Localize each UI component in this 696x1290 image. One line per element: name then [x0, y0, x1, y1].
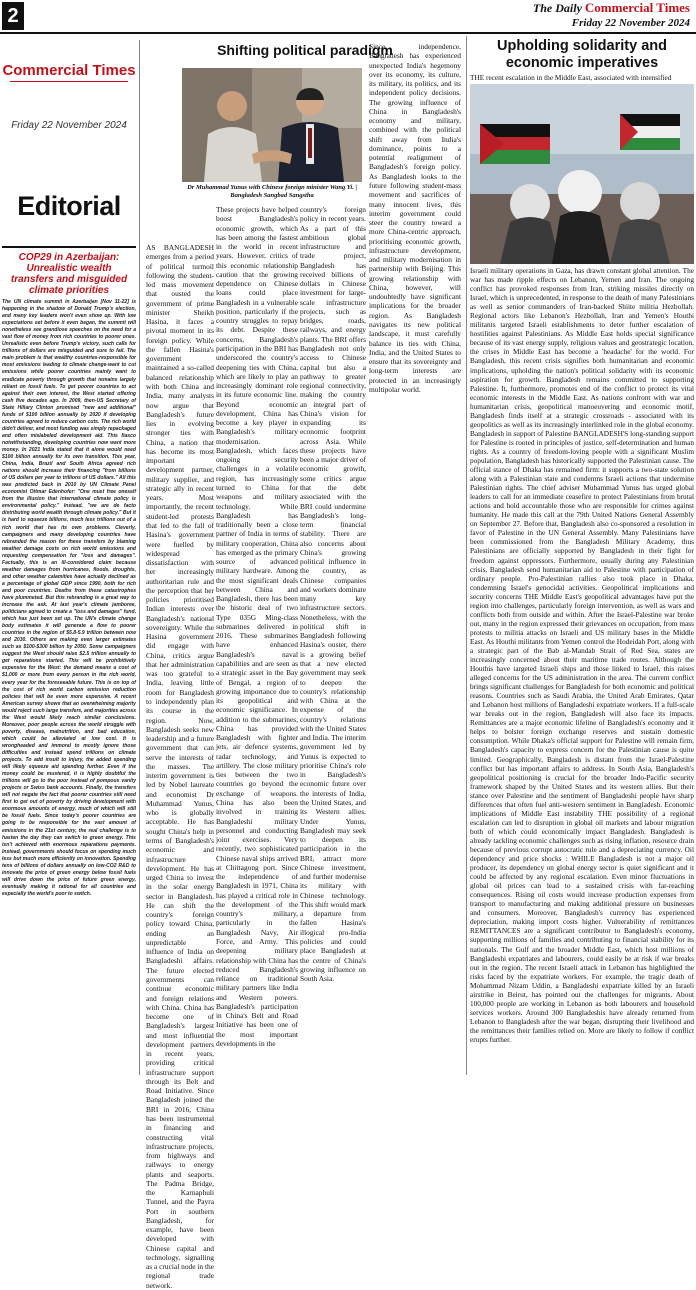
editorial-rule [2, 246, 136, 248]
editorial-date: Friday 22 November 2024 [11, 120, 127, 131]
photo-illustration [182, 68, 362, 182]
masthead-brand-name: Commercial Times [584, 0, 690, 15]
editorial-column [2, 40, 136, 1075]
right-article-lead: THE recent escalation in the Middle East, associated with intensified [470, 73, 672, 82]
logo-underline [10, 81, 128, 82]
protest-photo-illustration [470, 84, 694, 264]
masthead-date: Friday 22 November 2024 [571, 17, 690, 29]
masthead-brand-prefix: The Daily [532, 1, 582, 15]
article-column-3: country's foreign policy in recent years. As a part of this ambitious global infrastructure and trade project, Bangladesh has received billions of dollars in Chinese investment for large-scale infrastructure projects, such as bridges, roads, railways, and energy plants. The BRI offers Bangladesh not only access to Chinese capital but also a pathway to greater regional connectivity, making the country an integral part of China's vision for expanding its economic footprint across Asia. While these projects have been a major driver of economic growth, some critics argue that the debt associated with the BRI could undermine Bangladesh's long-term financial stability. There are also concerns about China's growing political influence in the country, as Chinese companies and workers dominate many key infrastructure sectors. Nonetheless, with the political shift in Bangladesh following Hasina's ouster, there is a growing belief that a new elected government may seek to deepen the country's relationship with China at the expense of the country's relations with the United States and India. The interim government led by Yunus is expected to prioritise China's role in Bangladesh's economic future over the interests of India, the United States, and its Western allies. Under Yunus, Bangladesh may seek to deepen its participation in the BRI, attract more Chinese investment, and further modernise its military with Chinese technology. This shift would mark a departure from fallen Hasina's illogical pro-India policies and could place Bangladesh at the centre of China's growing influence on South Asia. [300, 205, 366, 984]
right-article-title: Upholding solidarity and economic imperatives [497, 38, 667, 71]
editorial-heading: Editorial [17, 191, 121, 221]
article-photo [182, 68, 362, 182]
article-column-1: AS BANGLADESH emerges from a period of political turmoil following the student-led mass movement that ousted the government of prime minister Sheikh Hasina, it faces a pivotal moment in its foreign policy. While the fallen Hasina's government maintained a so-called balanced relationship with both China and India, many analysts now argue that Bangladesh's future lies in evolving stronger ties with China, a nation that has become its most important development partner, military supplier, and strategic ally in recent years. Most importantly, the recent student-led protests that led to the fall of Hasina's government were fuelled by widespread dissatisfaction with her increasingly authoritarian rule and the perception that her policies prioritised Indian interests over Bangladesh's national sovereignty. While the Hasina government did engage with China, critics argue that her administration was too grateful to India, leaving little room for Bangladesh to independently plan its course in the region. Now, Bangladesh seeks new leadership and a future government that can serve the interests of the masses. The interim government is led by Nobel laureate and economist Dr Muhammad Yunus, who is globally acceptable. He has sought China's help in terms of Bangladesh's economic and infrastructure development. He has urged China to invest in the solar energy sector in Bangladesh. He can shift the country's foreign policy toward China, ending an unpredictable influence of India on Bangladeshi affairs. The future elected governments can continue economic and foreign relations with China. China has become one of Bangladesh's largest and most influential development partners in recent years, providing critical infrastructure support through its Belt and Road Initiative. Since Bangladesh joined the BRI in 2016, China has been instrumental in financing and constructing vital infrastructure projects, from highways and railways to energy plants and seaports. The Padma Bridge, the Karnaphuli Tunnel, and the Payra Port in southern Bangladesh, for example, have been developed with Chinese capital and technology, signalling as a crucial node in the regional trade network. [146, 243, 214, 1290]
photo-caption: Dr Muhammad Yunus with Chinese foreign minister Wang Yi. | Bangladesh Sangbad Sangstha [187, 184, 357, 199]
right-article-body: Israeli military operations in Gaza, has drawn constant global attention. The war has made ripple effects on Lebanon, Yemen and Iran. The ongoing conflict has provoked responses from Iran, striking missiles directly on Israel, which is unprecedented, in response to the death of many Palestinians as well as senior commanders of Iran-backed Shiite militia Hezbollah. Regional actors like Lebanon's Hezbollah, Iran and Yemen's Houthi militants targeted Israeli establishments to deter further escalation of hostilities against Palestinians. As Middle East holds special significance because of its vast energy supply, religious values and geostrategic location, the crises in Middle East has become a 'headache' for the world. For Bangladesh, this recent crisis signifies both humanitarian and economic implications, upholding the nation's political solidarity with its economic aspiration for growth. Bangladesh remains committed to supporting Palestine. It, furthermore, promotes end of the conflict to protect its vital economic interests in the Middle East. As nations confront with war and humanitarian crisis, geopolitical manoeuvering and economic motif, Bangladesh finds itself at a strategic crossroads - associated with its geopolitics as well as its increasingly interlinked role in the global economy. Bangladesh in support of Palestine BANGLADESH'S long-standing support for Palestine is rooted in principles of justice, self-determination and human rights. As a country of freedom-loving people with a significant Muslim population, Bangladesh has historically supported the Palestinian cause. The official stance of Dhaka has remained firm: it supports a two-state solution along with a Palestinian state and condemns Israeli actions that undermine Palestinian rights. The chief adviser Muhammad Yunus has urged global leaders to call for an immediate ceasefire to protect Palestinians from brutal actions and hold accountable those who are responsible for crimes against humanity. He made this call at the 79th United Nations General Assembly on September 27. Before that, Bangladesh also co-sponsored a resolution in favor of Palestine in the UN General Assembly. Many Palestinians have been commissioned from the Bangladesh Military Academy, thus Palestinians are officially supported by Bangladesh in their fight for freedom against oppressors. Furthermore, usually during any Palestinian crisis, Bangladesh send humanitarian aid to Palestine with participation of ordinary people. Pro-Palestinian rallies also took place in Dhaka, condemning Israel's genocidal activities. Geopolitical implications and security concerns THE Middle East's geopolitical advantages have put the region into challenges, particularly foreign intervention, as well as wars and conflicts both from outside and within. After the Israel-Palestine war broke out, many in the region expressed their grievances on occupation, from mass protests to militia attacks on Israeli and US military bases in the Middle East. As Houthi militants from Yemen control the Hodeidah Port, along with a strategic part of the Bab al-Mandab Strait of Red Sea, states are increasingly concerned about their maritime trade routes. Although the Houthis have targeted Israeli ships and those linked to Israel, this raises alleged concerns for the US administration in the area. The current conflict brings significant challenges for Bangladesh for both economic and political reasons. Countries such as Saudi Arabia, the United Arab Emirates, Qatar and Lebanon host millions of Bangladeshi expatriate workers. If a full-scale war breaks out in the region, Bangladesh will also face its impacts. Remittances are a major economic lifeline of Bangladesh's economy and it helps to bolster foreign exchange reserves and sustain domestic consumption. While Dhaka's official support for Palestine will remain firm, Bangladesh's capacity to express concern for the Palestinian cause is quite limited. Geographically, Bangladesh is distant from the Israel-Palestine conflict but has important affairs to address. In South Asia, Bangladesh's geopolitical positioning is crucial for the broader Indo-Pacific security framework shaped by the United States and its western allies. But their stance over Palestine and the sentiment of Bangladeshi people have sharp differences that often fuel anti-western sentiment in Bangladesh. Economic implications of Middle East instability THE possibility of a regional escalation can led to disruption in global oil markets and labour migration both of which could economically impact Bangladesh. Bangladesh is already tackling economic challenges such as rising inflation, resource drain because of previous corrupt autocratic rule and a depreciating currency. Oil dependency and price shocks : WHILE Bangladesh is not a major oil producer, its dependency on global energy sector is quiet significant and it could be affected by any regional escalation. Even minor fluctuations in global oil prices can lead to a sustained crisis with far-reaching consequences. Rising oil costs would increase production expenses from transport to manufacturing and making additional pressure on businesses and consumers. Moreover, Bangladesh's currency has experienced depreciation, making import costs higher. Vulnerability of remittances REMITTANCES are a significant contributor to Bangladesh's economy, supporting millions of families and contributing to financial stability for its nationals. The Gulf and the broader Middle East, which host millions of Bangladeshi expatriates and labourers, could easily be at risk if war breaks out in the region. The recent Israeli attack in Lebanon has highlighted the risks faced by the expatriate workers. For example, the tragic death of Mohammad Nizam Uddin, a Bangladeshi expatriate killed by an Israeli airstrike in Beirut, has pointed out the challenges for migrants. About 100,000 people are working in Lebanon as both labourers and household services workers. Around 300 Bangladeshis have already returned from Lebanon to Bangladesh after the war began, disrupting their livelihood and the remittances their families relied on. More are likely to follow if conflict erupts further. [470, 266, 694, 1044]
commercial-times-logo: Commercial Times [2, 62, 136, 79]
article-column-4: Since independence, Bangladesh has experienced unexpected India's hegemony over its economy, its culture, its military, its politics, and its independent policy decisions. The growing influence of China in Bangladesh's economy and military, combined with the political shift away from India's dominance, points to a potential realignment of Bangladesh's foreign policy. As Bangladesh looks to the future following student-mass movement and sacrifices of many innocent lives, this interim government could steer the country toward a more China-centric approach, prioritising economic growth, infrastructure development, and military modernisation in partnership with Beijing. This growing relationship with China, however, will undoubtedly have significant implications for the broader region. As Bangladesh navigates its new political landscape, it must carefully balance its ties with China, India, and the United States to ensure that its sovereignty and long-term interests are protected in an increasingly multipolar world. [369, 42, 461, 394]
masthead [533, 0, 690, 29]
editorial-title: COP29 in Azerbaijan: Unrealistic wealth transfers and misguided climate priorities [10, 252, 128, 296]
masthead-brand [533, 0, 690, 16]
column-divider [139, 40, 140, 1075]
right-article-photo [470, 84, 694, 264]
page-number: 2 [2, 2, 24, 30]
article-column-2: These projects have helped boost Bangladesh's economic growth, which has been among the fastest in the world in recent years. However, critics of this economic relationship caution that the growing dependence on Chinese loans could place Bangladesh in a vulnerable position, particularly if the country struggles to repay its debt. Despite these concerns, Bangladesh's participation in the BRI has underscored the country's deepening ties with China, which are likely to play an increasingly dominant role in its future economic line. Beyond economic development, China has become a key player in Bangladesh's military modernisation. Bangladesh, which faces ongoing security challenges in a volatile region, has increasingly turned to China for weapons and military technology. While Bangladesh has traditionally been a close partner of India in terms of military cooperation, China has emerged as the primary source of advanced military hardware. Among the most significant deals between China and Bangladesh, there has been the historic deal of two Type 035G Ming-class submarines delivered in 2016. These submarines have enhanced Bangladesh's naval capabilities and are seen as a strategic asset in the Bay of Bengal, a region of growing importance due to its geopolitical and economic significance. In addition to the submarines, China has provided Bangladesh with fighter jets, air defence systems, radar technology, and artillery. The close military ties between the two countries go beyond the exchange of weapons. China has also been involved in training Bangladeshi military personnel and conducting joint exercises. Very recently, two sophisticated Chinese naval ships arrived at Chittagong port. Since the independence of Bangladesh in 1971, China has played a critical role in the development of the country's military, particularly in the Bangladesh Navy, Air Force, and Army. This deepening military relationship with China has reduced Bangladesh's reliance on traditional military partners like India and Western powers. Bangladesh's participation in China's Belt and Road Initiative has been one of the most important developments in the [216, 205, 298, 1048]
article-title: Shifting political paradigm [217, 42, 393, 58]
header-rule [0, 32, 696, 34]
editorial-body: The UN climate summit in Azerbaijan [Nov 11-22] is happening in the shadow of Donald Trump's election, and many key leaders won't even show up. With low expectations set before it even began, the summit will nonetheless see grandiose speeches on the need for a vast flow of money from rich countries to poorer ones. Unrealistic even before Trump's victory, such calls for trillions of dollars are misguided and sure to fail. The main problem is that wealthy countries-responsible for most emissions leading to climate change-want to cut emissions while poorer countries mainly want to eradicate poverty through growth that remains largely reliant on fossil fuels. To get poorer countries to act against their own interest, the West started offering cash five decades ago. In 2009, then-US Secretary of State Hillary Clinton promised "new and additional" funds of $100 billion annually by 2020 if developing countries agreed to reduce carbon cuts. The rich world didn't deliver, and most funding was simply repackaged and often mislabeled development aid. This fiasco notwithstanding, developing countries now want more money. In 2021 India stated that it alone would need $100 billion annually for its own transition. This year, China, India, Brazil and South Africa agreed rich nations should increase their financing "from billions of US dollars per year to trillions of US dollars." All this was predicted back in 2010 by UN Climate Panel economist Ottmar Edenhofer: "One must free oneself from the illusion that international climate policy is environmental policy." Instead, "we are de facto distributing world wealth through climate policy." But it is hard to squeeze billions, much less trillions out of a rich world that has its own problems. Cleverly, campaigners and many developing countries have rebranded the reason for these transfers by blaming weather damage costs on rich world emissions and requesting compensation for "loss and damages". Factually, this is an ill-considered claim because weather damages from hurricanes, floods, droughts, and other weather calamities have actually declined as a percentage of global GDP since 1990, both for rich and poor countries. Deaths from these catastrophes have plummeted. But this rebranding is a great way to increase the ask. At last year's climate jamboree, politicians agreed to create a "loss and damages" fund, which has just been set up. The UN's climate change body estimates it will generate a flow to poorer countries in the region of $5.8-5.9 trillion between now and 2030. Others are making even larger estimates such as $100-$300 billion by 2050. Some campaigners suggest the West should raise $2.5 trillion annually to get reparations started. This will be prohibitively expensive for the West: the demand means a cost of $1,000 or more from every person in the rich world, every year for the foreseeable future. This is on top of the cost of rich world carbon emission reduction policies that will be even more expensive. A recent American survey shows that an overwhelming majority would reject such large transfers, and majorities across the West would likely reach similar conclusions. Moreover, poor people across the world struggle with poverty, disease, malnutrition, and bad education, which could be alleviated at low cost. It is wrongheaded and immoral to mostly ignore those difficulties and instead spend trillions on climate projects. To add insult to injury, the added spending will likely squeeze aid spending further. Even if the money could be mustered, it is highly doubtful the trillions will go to the poor instead of pompous vanity projects or Swiss bank accounts. Finally, the transfers will not negate the fact that poorer countries still need first to get out of poverty by driving development with enormous amounts of energy, much of which will still be fossil fuels. Since today's poorer countries are going to be responsible for the vast amount of emissions in the 21st century, the real challenge is to hasten the day they can switch to green energy. This isn't achieved with enormous reparations payments. Instead, governments should focus on spending much less but much more efficiently on innovation. Spending tens of billions of dollars annually on low-CO2 R&D to innovate the price of green energy below fossil fuels will drive down the price of future green energy, eventually making it rational for all countries and especially the world's poor to switch. [2, 299, 136, 897]
column-divider-right [466, 36, 467, 1075]
